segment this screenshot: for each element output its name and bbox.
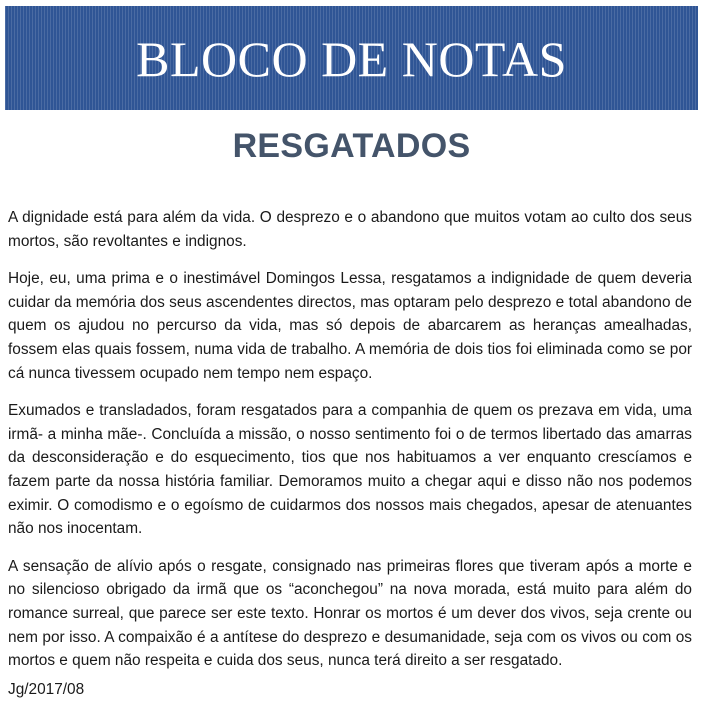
header-banner	[5, 6, 698, 110]
article-paragraph: A sensação de alívio após o resgate, consignado nas primeiras flores que tiveram após a morte e no silencioso obrigado da irmã que os “aconchegou” na nova morada, está muito para além do romance surreal, que parece ser este texto. Honrar os mortos é um dever dos vivos, seja crente ou nem por isso. A compaixão é a antítese do desprezo e desumanidade, seja com os vivos ou com os mortos e quem não respeita e cuida dos seus, nunca terá direito a ser resgatado.	[8, 557, 692, 670]
article-paragraph: A dignidade está para além da vida. O desprezo e o abandono que muitos votam ao culto dos seus mortos, são revoltantes e indignos.	[8, 209, 692, 250]
article-paragraph: Hoje, eu, uma prima e o inestimável Domingos Lessa, resgatamos a indignidade de quem deveria cuidar da memória dos seus ascendentes directos, mas optaram pelo desprezo e total abandono de quem os ajudou no percurso da vida, mas só depois de abarcarem as heranças amealhadas, fossem elas quais fossem, numa vida de trabalho. A memória de dois tios foi eliminada como se por cá nunca tivessem ocupado nem tempo nem espaço.	[8, 270, 692, 382]
article-signature: Jg/2017/08	[8, 681, 85, 698]
article-body	[8, 206, 692, 687]
banner-title: BLOCO DE NOTAS	[136, 31, 567, 87]
article-title: RESGATADOS	[232, 127, 471, 165]
article-paragraph: Exumados e transladados, foram resgatados para a companhia de quem os prezava em vida, uma irmã- a minha mãe-. Concluída a missão, o nosso sentimento foi o de termos libertado das amarras da desconsideração e do esquecimento, tios que nos habituamos a ver enquanto crescíamos e fazem parte da nossa história familiar. Demoramos muito a chegar aqui e disso não nos podemos eximir. O comodismo e o egoísmo de cuidarmos dos nossos mais chegados, apesar de atenuantes não nos inocentam.	[8, 402, 692, 538]
